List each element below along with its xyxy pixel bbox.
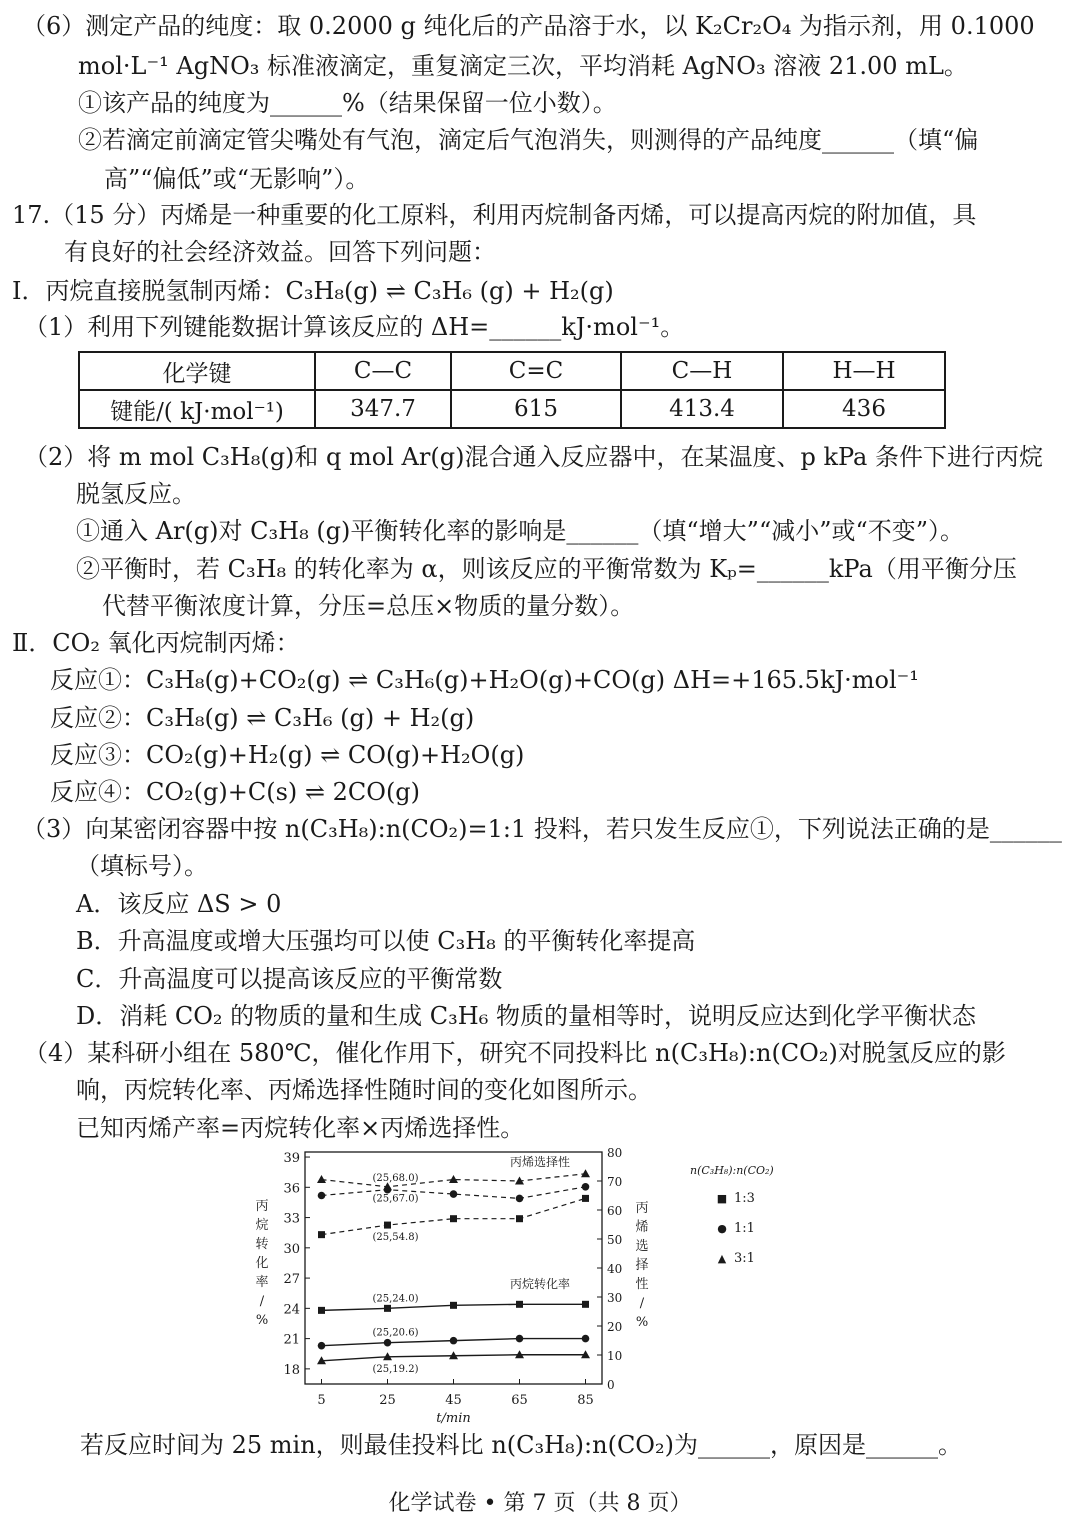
legend-marker: ●: [717, 1222, 727, 1235]
p1-q2c: ①通入 Ar(g)对 C₃H₈ (g)平衡转化率的影响是______（填“增大”“减小”或“不变”）。: [76, 517, 965, 545]
table-cell: 键能/( kJ·mol⁻¹): [79, 390, 315, 428]
selectivity-group-label: 丙烯选择性: [509, 1155, 571, 1169]
left-axis-label: %: [255, 1313, 269, 1328]
right-tick-label: 0: [607, 1378, 615, 1392]
p1-q2a: （2）将 m mol C₃H₈(g)和 q mol Ar(g)混合通入反应器中，在某温度、p kPa 条件下进行丙烷: [24, 443, 1043, 471]
table-header-row: [79, 352, 945, 390]
selectivity-point: [384, 1186, 392, 1194]
right-axis-label: %: [635, 1315, 649, 1330]
p1-q2e: 代替平衡浓度计算，分压=总压×物质的量分数）。: [102, 592, 635, 620]
left-axis-label: 转: [255, 1237, 269, 1252]
option-d: D．消耗 CO₂ 的物质的量和生成 C₃H₆ 物质的量相等时，说明反应达到化学平衡状态: [76, 1002, 976, 1030]
q4-line4: 若反应时间为 25 min，则最佳投料比 n(C₃H₈):n(CO₂)为______，原因是______。: [80, 1431, 962, 1459]
p1-q2d: ②平衡时，若 C₃H₈ 的转化率为 α，则该反应的平衡常数为 Kₚ=______kPa（用平衡分压: [76, 555, 1017, 583]
left-axis-label: /: [259, 1294, 265, 1309]
left-tick-label: 27: [283, 1272, 300, 1288]
point-annotation: (25,19.2): [372, 1363, 419, 1375]
left-tick-label: 18: [283, 1362, 300, 1378]
legend-marker: ▲: [717, 1252, 727, 1265]
reaction-1: 反应①：C₃H₈(g)+CO₂(g) ⇌ C₃H₆(g)+H₂O(g)+CO(g) ΔH=+165.5kJ·mol⁻¹: [50, 666, 919, 694]
right-tick-label: 80: [607, 1146, 623, 1160]
right-axis-label: /: [639, 1296, 645, 1311]
table-cell: 413.4: [621, 390, 783, 428]
q6-line2: mol·L⁻¹ AgNO₃ 标准液滴定，重复滴定三次，平均消耗 AgNO₃ 溶液 21.00 mL。: [78, 52, 968, 80]
selectivity-point: [582, 1195, 589, 1202]
q6-line1: （6）测定产品的纯度：取 0.2000 g 纯化后的产品溶于水，以 K₂Cr₂O₄ 为指示剂，用 0.1000: [22, 12, 1035, 40]
x-tick-label: 25: [379, 1393, 396, 1408]
left-tick-label: 24: [283, 1302, 300, 1318]
q6-sub1: ①该产品的纯度为______%（结果保留一位小数）。: [78, 89, 617, 117]
selectivity-point: [582, 1183, 590, 1191]
right-tick-label: 40: [607, 1262, 623, 1276]
option-c: C．升高温度可以提高该反应的平衡常数: [76, 965, 503, 993]
legend-label: 1:3: [734, 1191, 755, 1206]
q17-intro2: 有良好的社会经济效益。回答下列问题：: [64, 238, 496, 266]
right-tick-label: 50: [607, 1233, 623, 1247]
table-cell: 化学键: [79, 352, 315, 390]
q4-line3: 已知丙烯产率=丙烷转化率×丙烯选择性。: [76, 1114, 525, 1142]
conversion-group-label: 丙烷转化率: [509, 1277, 571, 1291]
point-annotation: (25,20.6): [372, 1327, 419, 1339]
selectivity-point: [318, 1231, 325, 1238]
table-cell: H—H: [783, 352, 945, 390]
table-cell: 615: [451, 390, 621, 428]
conversion-point: [384, 1305, 391, 1312]
x-tick-label: 65: [511, 1393, 528, 1408]
conversion-point: [516, 1301, 523, 1308]
x-tick-label: 45: [445, 1393, 462, 1408]
selectivity-point: [450, 1215, 457, 1222]
right-tick-label: 10: [607, 1349, 623, 1363]
left-axis-label: 烷: [255, 1218, 269, 1233]
selectivity-point: [384, 1222, 391, 1229]
right-tick-label: 70: [607, 1175, 623, 1189]
legend-title: n(C₃H₈):n(CO₂): [690, 1164, 774, 1177]
conversion-point: [582, 1335, 590, 1343]
selectivity-point: [318, 1192, 326, 1200]
selectivity-point: [450, 1190, 458, 1198]
bond-energy-table: [78, 351, 946, 429]
right-tick-label: 60: [607, 1204, 623, 1218]
left-axis-label: 率: [255, 1275, 269, 1290]
conversion-point: [384, 1339, 392, 1347]
x-tick-label: 5: [317, 1393, 326, 1408]
left-tick-label: 30: [283, 1241, 300, 1257]
left-tick-label: 36: [283, 1181, 300, 1197]
p1-q2b: 脱氢反应。: [76, 480, 196, 508]
conversion-point: [318, 1342, 326, 1350]
option-a: A．该反应 ΔS > 0: [76, 890, 282, 918]
left-tick-label: 33: [283, 1211, 300, 1227]
right-tick-label: 20: [607, 1320, 623, 1334]
reaction-2: 反应②：C₃H₈(g) ⇌ C₃H₆ (g) + H₂(g): [50, 704, 475, 732]
plot-frame: [305, 1152, 602, 1384]
conversion-point: [582, 1301, 589, 1308]
p1-q1: （1）利用下列键能数据计算该反应的 ΔH=______kJ·mol⁻¹。: [24, 313, 685, 341]
right-axis-label: 丙: [635, 1201, 649, 1216]
q17-intro1: 17.（15 分）丙烯是一种重要的化工原料，利用丙烷制备丙烯，可以提高丙烷的附加值，具: [12, 201, 977, 229]
q6-sub2b: 高”“偏低”或“无影响”）。: [104, 165, 370, 193]
left-axis-label: 化: [255, 1256, 269, 1271]
conversion-point: [516, 1335, 524, 1343]
page-footer: 化学试卷 • 第 7 页（共 8 页）: [388, 1491, 692, 1516]
option-b: B．升高温度或增大压强均可以使 C₃H₈ 的平衡转化率提高: [76, 927, 696, 955]
reaction-4: 反应④：CO₂(g)+C(s) ⇌ 2CO(g): [50, 778, 421, 806]
point-annotation: (25,54.8): [372, 1232, 419, 1244]
point-annotation: (25,68.0): [372, 1172, 419, 1184]
table-cell: 347.7: [315, 390, 451, 428]
selectivity-point: [317, 1175, 326, 1183]
part2-title: Ⅱ．CO₂ 氧化丙烷制丙烯：: [12, 629, 300, 657]
right-axis-label: 性: [635, 1277, 649, 1292]
conversion-point: [318, 1307, 325, 1314]
selectivity-point: [516, 1195, 524, 1203]
table-row: [79, 390, 945, 428]
left-axis-label: 丙: [255, 1199, 269, 1214]
left-tick-label: 39: [283, 1151, 300, 1167]
q4-line1: （4）某科研小组在 580℃，催化作用下，研究不同投料比 n(C₃H₈):n(CO₂)对脱氢反应的影: [24, 1039, 1006, 1067]
legend-label: 1:1: [734, 1221, 755, 1236]
part1-title: I．丙烷直接脱氢制丙烯：C₃H₈(g) ⇌ C₃H₆ (g) + H₂(g): [12, 277, 614, 305]
table-cell: C—C: [315, 352, 451, 390]
table-cell: 436: [783, 390, 945, 428]
point-annotation: (25,67.0): [372, 1193, 419, 1205]
selectivity-point: [581, 1169, 590, 1177]
right-axis-label: 选: [635, 1239, 649, 1254]
conversion-point: [450, 1337, 458, 1345]
right-axis-label: 择: [635, 1258, 649, 1273]
table-cell: C—H: [621, 352, 783, 390]
q4-line2: 响，丙烷转化率、丙烯选择性随时间的变化如图所示。: [76, 1076, 652, 1104]
conversion-selectivity-chart: [240, 1140, 840, 1430]
conversion-point: [450, 1302, 457, 1309]
legend-label: 3:1: [734, 1251, 755, 1266]
q6-sub2a: ②若滴定前滴定管尖嘴处有气泡，滴定后气泡消失，则测得的产品纯度______（填“偏: [78, 126, 979, 154]
x-tick-label: 85: [577, 1393, 594, 1408]
right-tick-label: 30: [607, 1291, 623, 1305]
legend-marker: ■: [716, 1192, 728, 1205]
selectivity-point: [516, 1215, 523, 1222]
q3-line1: （3）向某密闭容器中按 n(C₃H₈):n(CO₂)=1:1 投料，若只发生反应①，下列说法正确的是______: [22, 815, 1062, 843]
x-axis-label: t/min: [436, 1411, 471, 1426]
left-tick-label: 21: [283, 1332, 300, 1348]
reaction-3: 反应③：CO₂(g)+H₂(g) ⇌ CO(g)+H₂O(g): [50, 741, 525, 769]
q3-line2: （填标号）。: [76, 852, 208, 880]
table-cell: C=C: [451, 352, 621, 390]
right-axis-label: 烯: [635, 1220, 649, 1235]
point-annotation: (25,24.0): [372, 1293, 419, 1305]
